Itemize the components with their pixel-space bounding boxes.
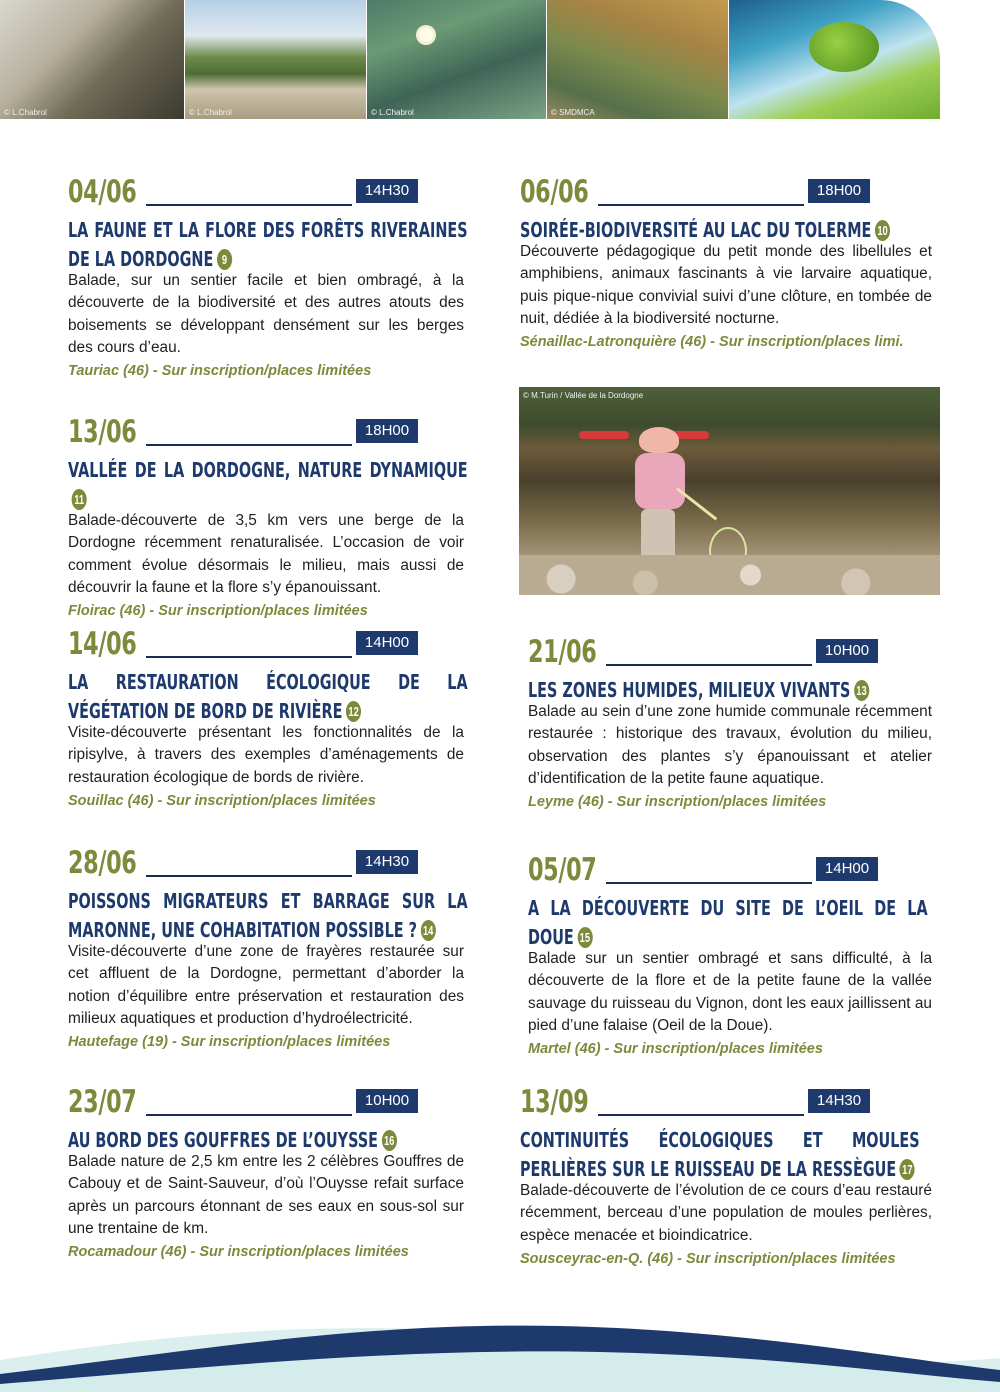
event-description: Balade au sein d’une zone humide communale récemment restaurée : historique des travaux, évolution du milieu, observation des plantes s’y épanouissant et atelier d’identification de la petite faune aquatique. bbox=[528, 703, 932, 787]
event-title bbox=[520, 1126, 920, 1184]
event-place: Martel (46) - Sur inscription/places limitées bbox=[528, 1041, 823, 1058]
event-card bbox=[68, 414, 468, 620]
event-title bbox=[68, 1126, 468, 1155]
event-description: Balade nature de 2,5 km entre les 2 célèbres Gouffres de Cabouy et de Saint-Sauveur, d’où l’Ouysse refait surface après un parcours étonnant de ses eaux en sous-sol sur une trentaine de km. bbox=[68, 1153, 464, 1237]
kayak-shape bbox=[579, 431, 629, 439]
event-card bbox=[68, 626, 468, 809]
event-description: Visite-découverte d’une zone de frayères restaurée sur cet affluent de la Dordogne, permettant d’aborder la notion d’équilibre entre préservation et restauration des milieux aquatiques et production d’hydroélectricité. bbox=[68, 943, 464, 1027]
date-divider bbox=[146, 1114, 352, 1116]
event-description: Visite-découverte présentant les fonctionnalités de la ripisylve, à travers des exemples d’aménagements de restauration écologique de bords de rivière. bbox=[68, 724, 464, 786]
event-date: 28/06 bbox=[68, 845, 137, 881]
shirt-shape bbox=[635, 453, 685, 509]
event-description: Découverte pédagogique du petit monde des libellules et amphibiens, animaux fascinants à vie larvaire aquatique, puis pique-nique convivial suivi d’une clôture, en tombée de nuit, dédiée à la biodiversité nocturne. bbox=[520, 243, 932, 327]
photo-credit: © L.Chabrol bbox=[4, 108, 47, 117]
date-divider bbox=[606, 664, 812, 666]
event-number-badge: 9 bbox=[217, 249, 232, 270]
date-divider bbox=[606, 882, 812, 884]
date-row bbox=[68, 845, 464, 883]
event-place: Sousceyrac-en-Q. (46) - Sur inscription/places limitées bbox=[520, 1250, 896, 1267]
event-time-badge: 10H00 bbox=[356, 1089, 418, 1113]
child-fishing-photo bbox=[519, 387, 940, 595]
event-description: Balade sur un sentier ombragé et sans difficulté, à la découverte de la flore et de la petite faune de la vallée sauvage du ruisseau du Vignon, dont les eaux jaillissent au pied d’une falaise (Oeil de la Doue). bbox=[528, 950, 932, 1034]
event-time-badge: 14H30 bbox=[356, 179, 418, 203]
event-title bbox=[68, 456, 468, 514]
event-place: Souillac (46) - Sur inscription/places limitées bbox=[68, 792, 376, 809]
event-title-text: LES ZONES HUMIDES, MILIEUX VIVANTS bbox=[528, 678, 851, 702]
date-divider bbox=[146, 875, 352, 877]
event-card bbox=[520, 174, 932, 350]
date-row bbox=[520, 1084, 932, 1122]
photo-river bbox=[185, 0, 366, 119]
event-title bbox=[68, 216, 468, 274]
date-row bbox=[520, 174, 932, 212]
flower-shape bbox=[419, 28, 433, 42]
photo-credit: © L.Chabrol bbox=[189, 108, 232, 117]
event-title-text: A LA DÉCOUVERTE DU SITE DE L’OEIL DE LA DOUE bbox=[528, 896, 928, 949]
event-title-text: CONTINUITÉS ÉCOLOGIQUES ET MOULES PERLIÈRES SUR LE RUISSEAU DE LA RESSÈGUE bbox=[520, 1128, 920, 1181]
event-title bbox=[528, 676, 928, 705]
event-card bbox=[68, 845, 468, 1051]
event-date: 23/07 bbox=[68, 1084, 137, 1120]
date-row bbox=[68, 626, 464, 664]
event-title-text: AU BORD DES GOUFFRES DE L’OUYSSE bbox=[68, 1128, 379, 1152]
photo-mussel bbox=[0, 0, 184, 119]
event-number-badge: 16 bbox=[382, 1130, 397, 1151]
bottom-wave-decoration bbox=[0, 1312, 1000, 1392]
event-date: 06/06 bbox=[520, 174, 589, 210]
event-title-text: POISSONS MIGRATEURS ET BARRAGE SUR LA MARONNE, UNE COHABITATION POSSIBLE ? bbox=[68, 889, 468, 942]
date-row bbox=[68, 174, 464, 212]
event-title bbox=[68, 887, 468, 945]
photo-credit: © M.Turin / Vallée de la Dordogne bbox=[523, 391, 644, 400]
date-divider bbox=[598, 204, 804, 206]
date-divider bbox=[146, 444, 352, 446]
event-place: Rocamadour (46) - Sur inscription/places limitées bbox=[68, 1244, 409, 1261]
photo-frog bbox=[729, 0, 940, 119]
event-title bbox=[528, 894, 928, 952]
event-time-badge: 10H00 bbox=[816, 639, 878, 663]
event-number-badge: 17 bbox=[900, 1159, 915, 1180]
photo-credit: © SMDMCA bbox=[551, 108, 595, 117]
event-number-badge: 15 bbox=[577, 927, 592, 948]
event-date: 04/06 bbox=[68, 174, 137, 210]
event-title-text: LA FAUNE ET LA FLORE DES FORÊTS RIVERAINES DE LA DORDOGNE bbox=[68, 218, 468, 271]
event-card bbox=[68, 174, 468, 380]
date-row bbox=[68, 414, 464, 452]
event-place: Tauriac (46) - Sur inscription/places limitées bbox=[68, 363, 372, 380]
event-number-badge: 12 bbox=[346, 701, 361, 722]
event-title bbox=[68, 668, 468, 726]
photo-water-plants bbox=[367, 0, 546, 119]
event-time-badge: 14H30 bbox=[808, 1089, 870, 1113]
event-number-badge: 10 bbox=[875, 220, 890, 241]
date-row bbox=[68, 1084, 464, 1122]
event-time-badge: 14H00 bbox=[356, 631, 418, 655]
event-date: 05/07 bbox=[528, 852, 597, 888]
event-number-badge: 14 bbox=[421, 920, 436, 941]
event-title-text: VALLÉE DE LA DORDOGNE, NATURE DYNAMIQUE bbox=[68, 458, 468, 482]
event-number-badge: 13 bbox=[854, 680, 869, 701]
event-number-badge: 11 bbox=[72, 489, 87, 510]
event-card bbox=[528, 852, 932, 1057]
event-date: 13/09 bbox=[520, 1084, 589, 1120]
event-title-text: SOIRÉE-BIODIVERSITÉ AU LAC DU TOLERME bbox=[520, 218, 872, 242]
event-place: Hautefage (19) - Sur inscription/places limitées bbox=[68, 1034, 391, 1051]
event-place: Floirac (46) - Sur inscription/places limitées bbox=[68, 603, 368, 620]
pebbles-shape bbox=[519, 555, 940, 595]
event-card bbox=[520, 1084, 932, 1267]
event-date: 14/06 bbox=[68, 626, 137, 662]
event-date: 13/06 bbox=[68, 414, 137, 450]
event-description: Balade, sur un sentier facile et bien ombragé, à la découverte de la biodiversité et des autres atouts des boisements se développant densément sur les berges des cours d’eau. bbox=[68, 272, 464, 356]
event-time-badge: 14H00 bbox=[816, 857, 878, 881]
photo-strip bbox=[0, 0, 940, 119]
event-place: Sénaillac-Latronquière (46) - Sur inscription/places limi. bbox=[520, 334, 904, 351]
hat-shape bbox=[639, 427, 679, 453]
frog-shape bbox=[809, 22, 879, 72]
event-card bbox=[68, 1084, 464, 1260]
event-time-badge: 18H00 bbox=[808, 179, 870, 203]
event-description: Balade-découverte de l’évolution de ce cours d’eau restauré récemment, berceau d’une population de moules perlières, espèce menacée et bioindicatrice. bbox=[520, 1182, 932, 1244]
photo-credit: © L.Chabrol bbox=[371, 108, 414, 117]
event-place: Leyme (46) - Sur inscription/places limitées bbox=[528, 794, 827, 811]
event-description: Balade-découverte de 3,5 km vers une berge de la Dordogne récemment renaturalisée. L’occasion de voir comment évolue désormais le milieu, mais aussi de découvrir la faune et la flore s’y épanouissant. bbox=[68, 512, 464, 596]
event-title bbox=[520, 216, 920, 245]
date-row bbox=[528, 852, 932, 890]
date-divider bbox=[146, 656, 352, 658]
event-time-badge: 18H00 bbox=[356, 419, 418, 443]
event-title-text: LA RESTAURATION ÉCOLOGIQUE DE LA VÉGÉTATION DE BORD DE RIVIÈRE bbox=[68, 670, 468, 723]
event-date: 21/06 bbox=[528, 634, 597, 670]
date-divider bbox=[146, 204, 352, 206]
date-row bbox=[528, 634, 932, 672]
event-card bbox=[528, 634, 932, 810]
photo-walkers bbox=[547, 0, 728, 119]
event-time-badge: 14H30 bbox=[356, 850, 418, 874]
date-divider bbox=[598, 1114, 804, 1116]
